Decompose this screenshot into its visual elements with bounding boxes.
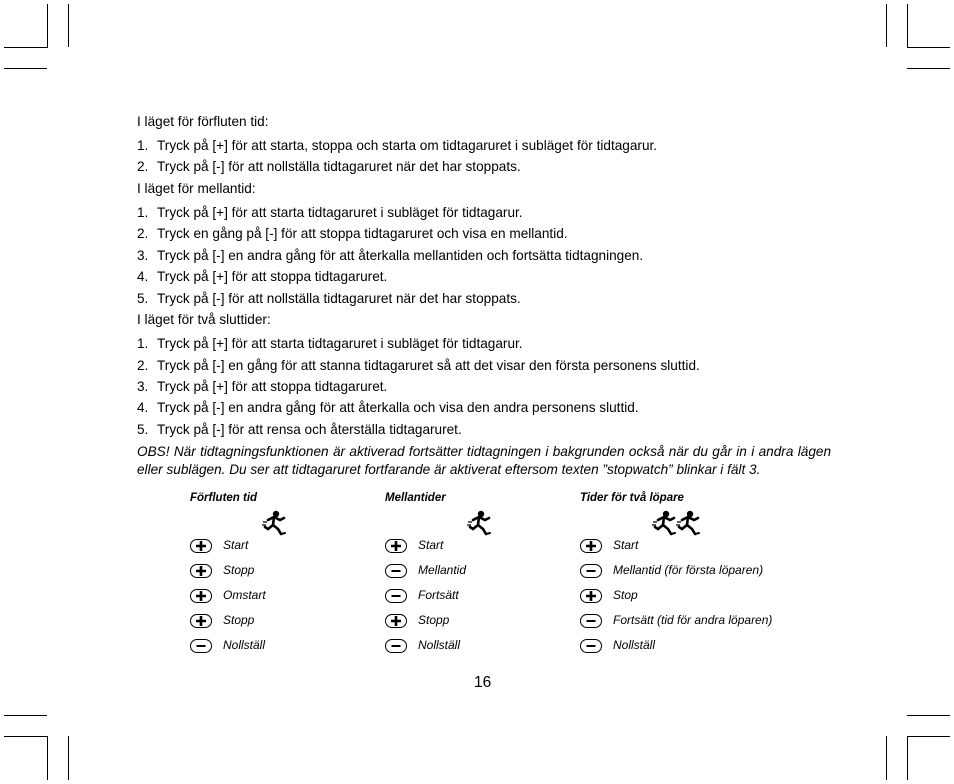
step-number: 3.	[137, 379, 149, 394]
list-item	[385, 562, 467, 580]
step-number: 2.	[137, 226, 149, 241]
single-runner-icon	[262, 510, 288, 543]
row-label: Stopp	[223, 613, 255, 627]
row-label: Stopp	[223, 563, 255, 577]
crop-mark	[68, 4, 69, 47]
plus-button-icon	[385, 614, 407, 628]
row-label: Fortsätt (tid för andra löparen)	[613, 613, 773, 627]
plus-button-icon	[580, 539, 602, 553]
plus-button-icon	[385, 539, 407, 553]
list-item	[580, 587, 638, 605]
step-text: Tryck på [+] för att starta, stoppa och starta om tidtagaruret i subläget för tidtagarur.	[157, 138, 658, 153]
step-number: 5.	[137, 291, 149, 306]
plus-button-icon	[190, 564, 212, 578]
crop-mark	[47, 4, 48, 47]
list-item	[137, 138, 657, 153]
minus-button-icon	[580, 639, 602, 653]
row-label: Start	[613, 538, 639, 552]
step-text: Tryck på [+] för att starta tidtagaruret i subläget för tidtagarur.	[157, 205, 523, 220]
step-text: Tryck på [+] för att stoppa tidtagaruret.	[157, 379, 388, 394]
step-text: Tryck på [-] för att nollställa tidtagaruret när det har stoppats.	[157, 291, 521, 306]
crop-mark	[68, 736, 69, 780]
step-text: Tryck på [-] en andra gång för att återkalla mellantiden och fortsätta tidtagningen.	[157, 248, 644, 263]
crop-mark	[907, 68, 950, 69]
row-label: Nollställ	[613, 638, 656, 652]
list-item	[137, 248, 643, 263]
list-item	[137, 269, 387, 284]
row-label: Omstart	[223, 588, 266, 602]
row-label: Nollställ	[418, 638, 461, 652]
step-number: 5.	[137, 422, 149, 437]
list-item	[385, 537, 444, 555]
list-item	[190, 637, 266, 655]
minus-button-icon	[190, 639, 212, 653]
step-text: Tryck på [-] en gång för att stanna tidtagaruret så att det visar den första personens sluttid.	[157, 358, 700, 373]
section-heading: I läget för förfluten tid:	[137, 114, 269, 129]
note-paragraph: OBS! När tidtagningsfunktionen är aktiverad fortsätter tidtagningen i bakgrunden också när du går in i andra lägen eller sublägen. Du ser att tidtagaruret fortfarande är aktiverat eftersom texten ”stopwatch” blinkar i fält 3.	[137, 444, 831, 477]
crop-mark	[907, 715, 950, 716]
plus-button-icon	[190, 539, 212, 553]
step-number: 3.	[137, 248, 149, 263]
minus-button-icon	[580, 614, 602, 628]
plus-button-icon	[190, 614, 212, 628]
crop-mark	[907, 736, 950, 737]
minus-button-icon	[580, 564, 602, 578]
list-item	[137, 291, 521, 306]
list-item	[385, 612, 450, 630]
minus-button-icon	[385, 564, 407, 578]
step-text: Tryck på [-] för att nollställa tidtagaruret när det har stoppats.	[157, 159, 521, 174]
step-number: 4.	[137, 400, 149, 415]
row-label: Mellantid	[418, 563, 467, 577]
crop-mark	[47, 736, 48, 780]
list-item	[580, 637, 656, 655]
crop-mark	[907, 736, 908, 780]
step-text: Tryck på [+] för att starta tidtagaruret i subläget för tidtagarur.	[157, 336, 523, 351]
list-item	[190, 587, 266, 605]
column-title: Mellantider	[385, 492, 446, 504]
step-text: Tryck på [-] en andra gång för att återkalla och visa den andra personens sluttid.	[157, 400, 639, 415]
list-item	[137, 400, 639, 415]
two-runners-icon	[652, 510, 702, 543]
plus-button-icon	[580, 589, 602, 603]
list-item	[190, 612, 255, 630]
list-item	[137, 422, 462, 437]
crop-mark	[886, 4, 887, 47]
step-number: 1.	[137, 138, 149, 153]
step-number: 1.	[137, 336, 149, 351]
section-heading: I läget för två sluttider:	[137, 312, 271, 327]
list-item	[385, 587, 459, 605]
crop-mark	[4, 736, 48, 737]
step-number: 4.	[137, 269, 149, 284]
list-item	[137, 205, 523, 220]
row-label: Fortsätt	[418, 588, 459, 602]
row-label: Stop	[613, 588, 638, 602]
list-item	[137, 226, 568, 241]
minus-button-icon	[385, 589, 407, 603]
list-item	[385, 637, 461, 655]
step-number: 2.	[137, 358, 149, 373]
list-item	[137, 358, 700, 373]
crop-mark	[4, 47, 48, 48]
single-runner-icon	[467, 510, 493, 543]
step-text: Tryck på [-] för att rensa och återställa tidtagaruret.	[157, 422, 462, 437]
list-item	[580, 537, 639, 555]
step-number: 2.	[137, 159, 149, 174]
list-item	[137, 159, 521, 174]
step-number: 1.	[137, 205, 149, 220]
crop-mark	[907, 4, 908, 47]
crop-mark	[4, 715, 47, 716]
row-label: Start	[223, 538, 249, 552]
plus-button-icon	[190, 589, 212, 603]
row-label: Mellantid (för första löparen)	[613, 563, 764, 577]
crop-mark	[4, 68, 47, 69]
list-item	[190, 562, 255, 580]
list-item	[137, 379, 387, 394]
column-title: Tider för två löpare	[580, 492, 684, 504]
column-title: Förfluten tid	[190, 492, 258, 504]
row-label: Stopp	[418, 613, 450, 627]
crop-mark	[907, 47, 950, 48]
list-item	[137, 336, 523, 351]
minus-button-icon	[385, 639, 407, 653]
row-label: Start	[418, 538, 444, 552]
list-item	[580, 612, 773, 630]
row-label: Nollställ	[223, 638, 266, 652]
crop-mark	[886, 736, 887, 780]
list-item	[580, 562, 764, 580]
step-text: Tryck på [+] för att stoppa tidtagaruret.	[157, 269, 388, 284]
section-heading: I läget för mellantid:	[137, 181, 256, 196]
page-number: 16	[474, 674, 492, 691]
list-item	[190, 537, 249, 555]
step-text: Tryck en gång på [-] för att stoppa tidtagaruret och visa en mellantid.	[157, 226, 568, 241]
